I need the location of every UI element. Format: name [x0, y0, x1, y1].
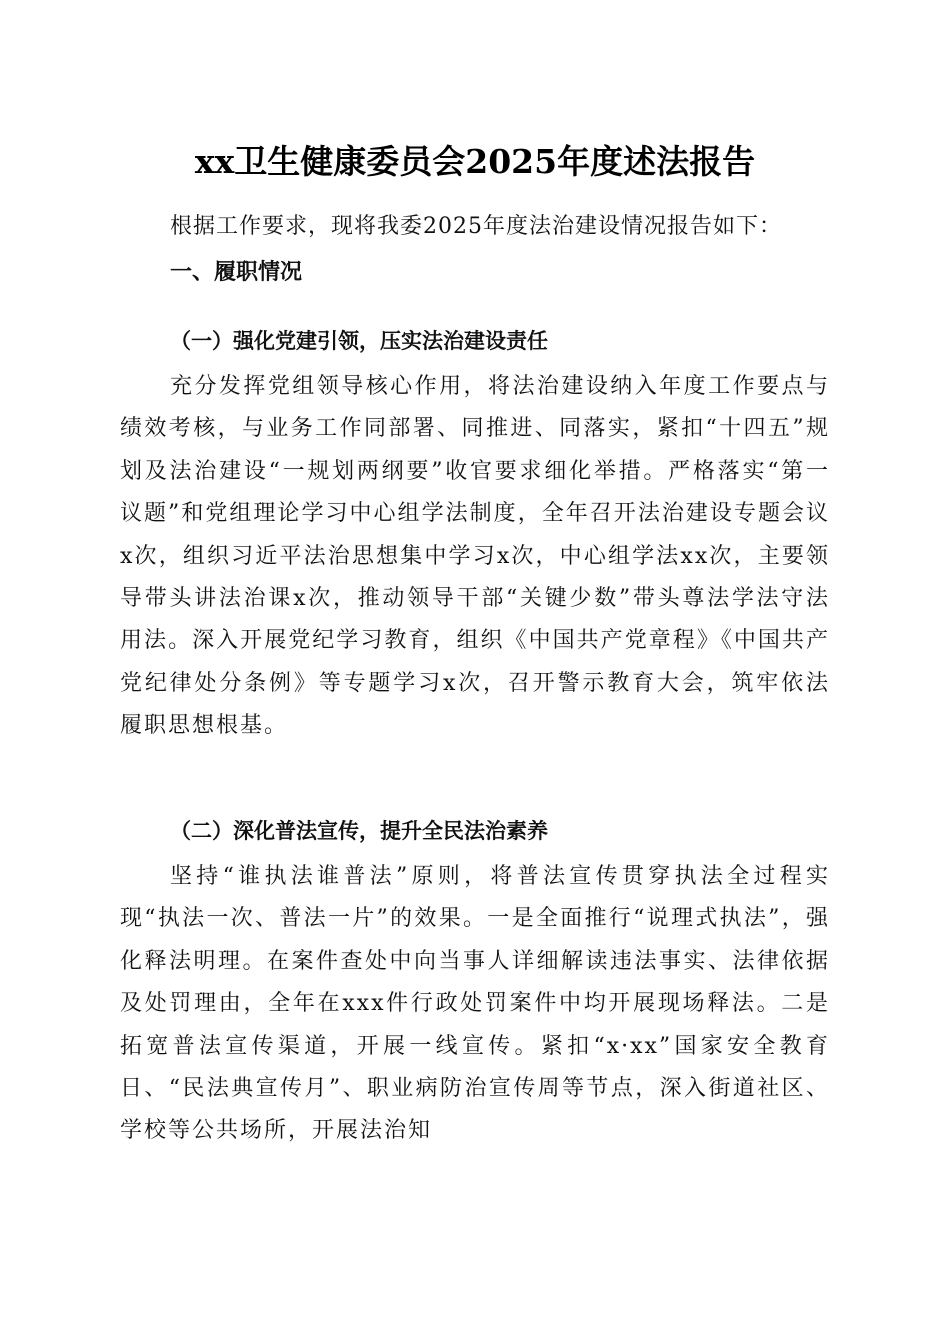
body-paragraph-party-building: 充分发挥党组领导核心作用，将法治建设纳入年度工作要点与绩效考核，与业务工作同部署、同推进、同落实，紧扣“十四五”规划及法治建设“一规划两纲要”收官要求细化举措。严格落实“第一议题”和党组理论学习中心组学法制度，全年召开法治建设专题会议x次，组织习近平法治思想集中学习x次，中心组学法xx次，主要领导带头讲法治课x次，推动领导干部“关键少数”带头尊法学法守法用法。深入开展党纪学习教育，组织《中国共产党章程》《中国共产党纪律处分条例》等专题学习x次，召开警示教育大会，筑牢依法履职思想根基。 [120, 374, 830, 739]
document-title: xx卫生健康委员会2025年度述法报告 [194, 142, 756, 181]
intro-paragraph: 根据工作要求，现将我委2025年度法治建设情况报告如下： [170, 214, 782, 239]
subsection-heading-legal-publicity: （二）深化普法宣传，提升全民法治素养 [170, 819, 548, 843]
subsection-heading-party-building: （一）强化党建引领，压实法治建设责任 [170, 329, 548, 353]
body-paragraph-legal-publicity: 坚持“谁执法谁普法”原则，将普法宣传贯穿执法全过程实现“执法一次、普法一片”的效果。一是全面推行“说理式执法”，强化释法明理。在案件查处中向当事人详细解读违法事实、法律依据及处罚理由，全年在xxx件行政处罚案件中均开展现场释法。二是拓宽普法宣传渠道，开展一线宣传。紧扣“x·xx”国家安全教育日、“民法典宣传月”、职业病防治宣传周等节点，深入街道社区、学校等公共场所，开展法治知 [120, 864, 830, 1144]
section-heading-performance: 一、履职情况 [170, 260, 303, 285]
